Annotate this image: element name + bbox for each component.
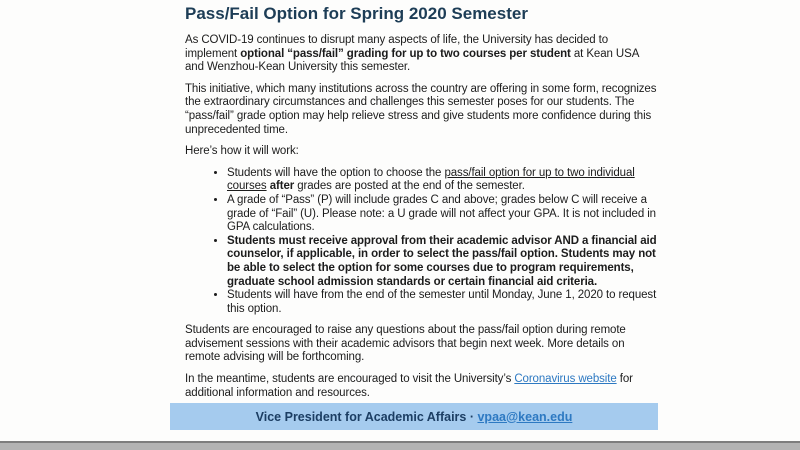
list-item-pass-fail-choice: • Students will have the option to choose the pass/fail option for up to two individual courses after grades are posted at the end of the semester. — [227, 167, 659, 194]
page-title: Pass/Fail Option for Spring 2020 Semester — [185, 4, 528, 23]
advisement-paragraph: Students are encouraged to raise any questions about the pass/fail option during remote advisement sessions with their academic advisors that begin next week. More details on remote advising will be forthcoming. — [185, 324, 626, 364]
list-item-approval-required: • Students must receive approval from their academic advisor AND a financial aid counselor, if applicable, in order to select the pass/fail option. Students may not be able to select the option for some courses due to program requirements, graduate school admission standards or certain financial aid criteria. — [227, 235, 659, 289]
initiative-paragraph: This initiative, which many institutions across the country are offering in some form, recognizes the extraordinary circumstances and challenges this semester poses for our students. The “pass/fail” grade option may help relieve stress and give students more confidence during this unprecedented time. — [185, 82, 657, 136]
meantime-paragraph: In the meantime, students are encouraged to visit the University’s Coronavirus website for additional information and resources. — [185, 373, 633, 399]
list-item-grade-definition: • A grade of “Pass” (P) will include grades C and above; grades below C will receive a grade of “Fail” (U). Please note: a U grade will not affect your GPA. It is not included in GPA calculations. — [227, 194, 659, 235]
how-it-works-list — [185, 167, 659, 317]
list-item-deadline: • Students will have from the end of the semester until Monday, June 1, 2020 to request this option. — [227, 289, 659, 316]
vpaa-email-link[interactable]: vpaa@kean.edu — [477, 409, 573, 424]
announcement-page — [185, 4, 659, 408]
intro-paragraph: As COVID-19 continues to disrupt many aspects of life, the University has decided to implement optional “pass/fail” grading for up to two courses per student at Kean USA and Wenzhou-Kean University this semester. — [185, 34, 639, 74]
coronavirus-website-link[interactable]: Coronavirus website — [514, 373, 617, 386]
footer-bar — [170, 403, 658, 430]
bottom-gray-strip — [0, 441, 800, 450]
footer-contact-line: Vice President for Academic Affairs · vpaa@kean.edu — [255, 409, 573, 424]
how-it-works-label: Here’s how it will work: — [185, 145, 299, 158]
